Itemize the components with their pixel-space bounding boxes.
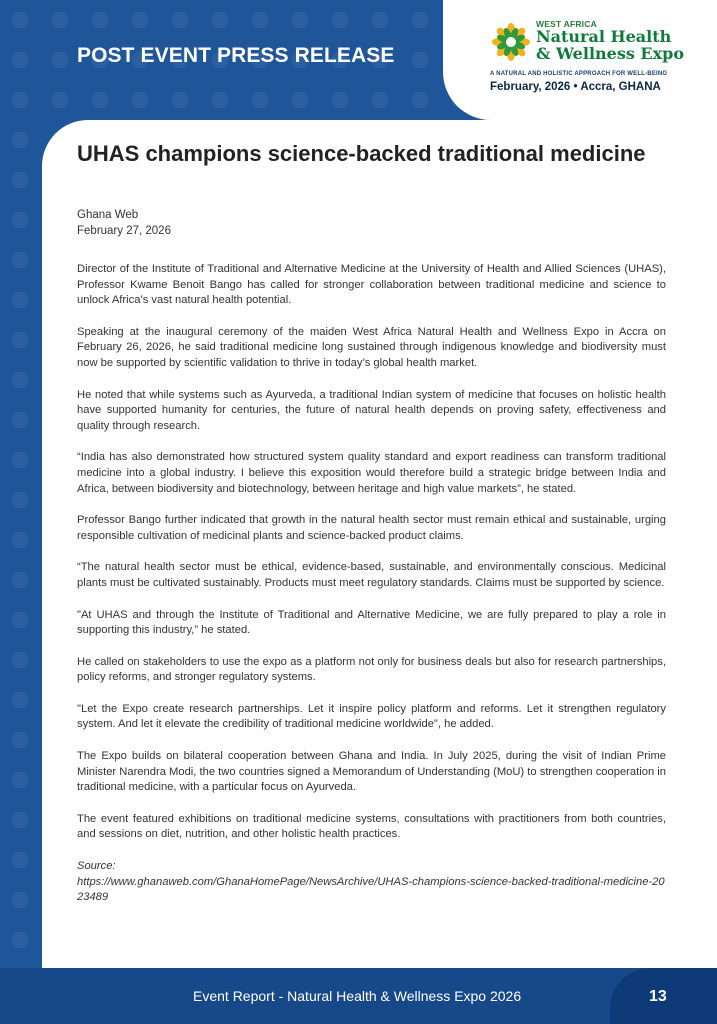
article-paragraph: Speaking at the inaugural ceremony of the maiden West Africa Natural Health and Wellness Expo in Accra on February 26, 2026, he said traditional medicine long sustained through indigenous knowledge and biodiversity must now be supported by scientific validation to thrive in today’s global health market. [77, 325, 666, 369]
article-paragraph: "Let the Expo create research partnerships. Let it inspire policy platform and reforms. Let it strengthen regulatory system. And let it elevate the credibility of traditional medicine worldwide", he added. [77, 702, 666, 731]
logo-name [536, 28, 684, 62]
article-paragraph: He called on stakeholders to use the expo as a platform not only for business deals but also for research partnerships, policy reforms, and stronger regulatory systems. [77, 655, 666, 684]
article-paragraph: The event featured exhibitions on traditional medicine systems, consultations with practitioners from both countries, and sessions on diet, nutrition, and other holistic health practices. [77, 812, 666, 841]
logo-name-line1: Natural Health [536, 27, 672, 46]
footer-text: Event Report - Natural Health & Wellness Expo 2026 [193, 988, 522, 1004]
source-link[interactable]: https://www.ghanaweb.com/GhanaHomePage/NewsArchive/UHAS-champions-science-backed-traditional-medicine-2023489 [77, 875, 665, 904]
article-paragraph: He noted that while systems such as Ayurveda, a traditional Indian system of medicine that focuses on holistic health have supported humanity for centuries, the future of natural health depends on proving safety, effectiveness and quality through research. [77, 388, 666, 432]
article-outlet: Ghana Web [77, 209, 139, 221]
article-paragraph: Professor Bango further indicated that growth in the natural health sector must remain ethical and sustainable, urging responsible cultivation of medicinal plants and science-backed product claims. [77, 514, 666, 542]
logo-tagline: A NATURAL AND HOLISTIC APPROACH FOR WELL-BEING [490, 71, 668, 77]
expo-logo [489, 18, 685, 100]
source-label: Source: [77, 860, 116, 873]
logo-region-text: WEST AFRICA [536, 19, 597, 29]
banner-title: POST EVENT PRESS RELEASE [77, 44, 395, 67]
article-meta [77, 207, 171, 239]
article-body [77, 262, 666, 906]
flower-logo-icon [491, 22, 531, 62]
article-date: February 27, 2026 [77, 225, 171, 237]
article-title: UHAS champions science-backed traditional medicine [77, 141, 646, 166]
page-number: 13 [649, 988, 667, 1005]
article-paragraph: The Expo builds on bilateral cooperation between Ghana and India. In July 2025, during the visit of Indian Prime Minister Narendra Modi, the two countries signed a Memorandum of Understanding (MoU) to strengthen cooperation in traditional medicine, with a particular focus on Ayurveda. [77, 750, 666, 794]
article-paragraph: "At UHAS and through the Institute of Traditional and Alternative Medicine, we are fully prepared to play a role in supporting this industry,” he stated. [77, 608, 666, 637]
article-paragraph: “The natural health sector must be ethical, evidence-based, sustainable, and environmentally conscious. Medicinal plants must be cultivated sustainably. Products must meet regulatory standards. Claims must be supported by science. [77, 561, 666, 589]
article-paragraph: “India has also demonstrated how structured system quality standard and export readiness can transform traditional medicine into a global industry. I believe this exposition would therefore build a strategic bridge between India and Africa, between biodiversity and biotechnology, between heritage and high value markets”, he stated. [77, 451, 666, 495]
event-date-location: February, 2026 • Accra, GHANA [490, 81, 661, 93]
logo-name-line2: & Wellness Expo [536, 44, 685, 63]
article-paragraph: Director of the Institute of Traditional and Alternative Medicine at the University of Health and Allied Sciences (UHAS), Professor Kwame Benoit Bango has called for stronger collaboration between traditional medicine and science to unlock Africa’s vast natural health potential. [77, 263, 666, 307]
